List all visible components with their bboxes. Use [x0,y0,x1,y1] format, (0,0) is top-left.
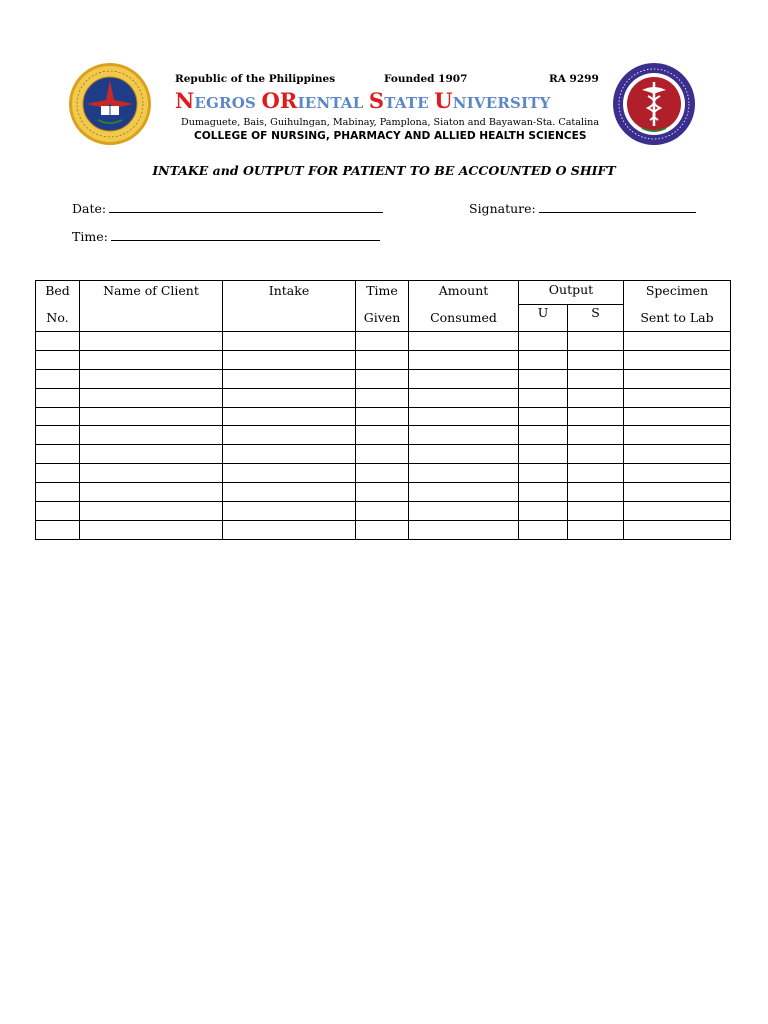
cell-intake[interactable] [223,426,356,445]
uni-letter-or: OR [261,88,298,113]
cell-output-u[interactable] [519,369,568,388]
table-row [36,426,731,445]
cell-name[interactable] [80,332,223,351]
cell-specimen[interactable] [624,369,731,388]
uni-letter-s: S [368,88,385,113]
cell-specimen[interactable] [624,445,731,464]
ra-label: RA 9299 [549,73,599,85]
cell-output-s[interactable] [568,445,624,464]
cell-time[interactable] [356,483,409,502]
date-field [72,200,383,216]
intake-output-table [35,280,731,540]
cell-amount[interactable] [409,426,519,445]
col-specimen-header: Specimen Sent to Lab [624,281,731,332]
signature-input-line[interactable] [539,200,696,213]
cell-specimen[interactable] [624,332,731,351]
cell-output-s[interactable] [568,426,624,445]
cell-output-s[interactable] [568,369,624,388]
cell-time[interactable] [356,520,409,539]
cell-intake[interactable] [223,445,356,464]
cell-time[interactable] [356,350,409,369]
cell-output-s[interactable] [568,502,624,521]
time-input-line[interactable] [111,228,380,241]
cell-amount[interactable] [409,407,519,426]
time-field [72,228,380,244]
cell-name[interactable] [80,407,223,426]
cell-name[interactable] [80,520,223,539]
cell-time[interactable] [356,464,409,483]
col-output-header: Output [519,281,624,305]
cell-bed[interactable] [36,369,80,388]
cell-output-u[interactable] [519,502,568,521]
cell-specimen[interactable] [624,426,731,445]
table-row [36,407,731,426]
cell-time[interactable] [356,332,409,351]
table-row [36,332,731,351]
cell-intake[interactable] [223,407,356,426]
cell-output-u[interactable] [519,350,568,369]
table-row [36,369,731,388]
cell-time[interactable] [356,502,409,521]
republic-label: Republic of the Philippines [175,73,336,85]
cell-output-u[interactable] [519,388,568,407]
cell-amount[interactable] [409,445,519,464]
cell-intake[interactable] [223,483,356,502]
university-name [175,88,551,113]
cell-output-s[interactable] [568,388,624,407]
cell-specimen[interactable] [624,407,731,426]
founded-label: Founded 1907 [384,73,468,85]
cell-intake[interactable] [223,520,356,539]
cell-bed[interactable] [36,426,80,445]
date-input-line[interactable] [109,200,383,213]
cell-name[interactable] [80,483,223,502]
table-row [36,350,731,369]
cell-intake[interactable] [223,388,356,407]
college-name: COLLEGE OF NURSING, PHARMACY AND ALLIED HEALTH SCIENCES [194,130,587,142]
uni-part-tate: TATE [384,94,435,112]
uni-part-iental: IENTAL [297,94,369,112]
cell-amount[interactable] [409,520,519,539]
table-row [36,483,731,502]
cell-bed[interactable] [36,464,80,483]
cell-intake[interactable] [223,332,356,351]
col-output-s-header: S [568,305,624,332]
cell-time[interactable] [356,369,409,388]
cell-output-u[interactable] [519,483,568,502]
col-time-header: Time Given [356,281,409,332]
uni-part-niversity: NIVERSITY [452,94,551,112]
cell-bed[interactable] [36,407,80,426]
university-seal-logo [68,62,152,146]
cell-specimen[interactable] [624,388,731,407]
cell-amount[interactable] [409,332,519,351]
col-output-u-header: U [519,305,568,332]
cell-name[interactable] [80,350,223,369]
cell-specimen[interactable] [624,350,731,369]
cell-amount[interactable] [409,350,519,369]
cell-output-s[interactable] [568,483,624,502]
cell-bed[interactable] [36,520,80,539]
cell-output-u[interactable] [519,407,568,426]
cell-name[interactable] [80,426,223,445]
cell-bed[interactable] [36,332,80,351]
cell-name[interactable] [80,369,223,388]
col-amount-header: Amount Consumed [409,281,519,332]
cell-name[interactable] [80,464,223,483]
cell-output-s[interactable] [568,350,624,369]
cell-output-s[interactable] [568,332,624,351]
cell-name[interactable] [80,502,223,521]
college-seal-logo [612,62,696,146]
table-row [36,520,731,539]
cell-name[interactable] [80,445,223,464]
cell-specimen[interactable] [624,502,731,521]
cell-amount[interactable] [409,388,519,407]
cell-intake[interactable] [223,502,356,521]
cell-amount[interactable] [409,369,519,388]
table-row [36,445,731,464]
uni-letter-n: N [175,88,195,113]
cell-output-s[interactable] [568,464,624,483]
cell-output-u[interactable] [519,445,568,464]
campuses-line: Dumaguete, Bais, Guihulngan, Mabinay, Pamplona, Siaton and Bayawan-Sta. Catalina [181,117,600,128]
table-row [36,464,731,483]
cell-amount[interactable] [409,502,519,521]
cell-time[interactable] [356,445,409,464]
cell-time[interactable] [356,426,409,445]
cell-bed[interactable] [36,502,80,521]
cell-bed[interactable] [36,388,80,407]
uni-letter-u: U [434,88,453,113]
signature-label: Signature: [469,201,536,216]
cell-output-u[interactable] [519,332,568,351]
cell-output-u[interactable] [519,520,568,539]
cell-time[interactable] [356,388,409,407]
cell-output-u[interactable] [519,464,568,483]
col-bed-header: Bed No. [36,281,80,332]
cell-intake[interactable] [223,369,356,388]
table-row [36,388,731,407]
time-label: Time: [72,229,108,244]
cell-amount[interactable] [409,464,519,483]
cell-output-u[interactable] [519,426,568,445]
cell-specimen[interactable] [624,464,731,483]
cell-specimen[interactable] [624,520,731,539]
cell-bed[interactable] [36,445,80,464]
uni-part-egros: EGROS [194,94,262,112]
cell-amount[interactable] [409,483,519,502]
cell-output-s[interactable] [568,520,624,539]
cell-bed[interactable] [36,483,80,502]
col-intake-header: Intake [223,281,356,332]
table-row [36,502,731,521]
cell-bed[interactable] [36,350,80,369]
cell-time[interactable] [356,407,409,426]
signature-field [469,200,696,216]
form-title: INTAKE and OUTPUT FOR PATIENT TO BE ACCOUNTED O SHIFT [152,163,616,178]
cell-output-s[interactable] [568,407,624,426]
cell-specimen[interactable] [624,483,731,502]
date-label: Date: [72,201,107,216]
cell-intake[interactable] [223,464,356,483]
cell-name[interactable] [80,388,223,407]
col-name-header: Name of Client [80,281,223,332]
cell-intake[interactable] [223,350,356,369]
